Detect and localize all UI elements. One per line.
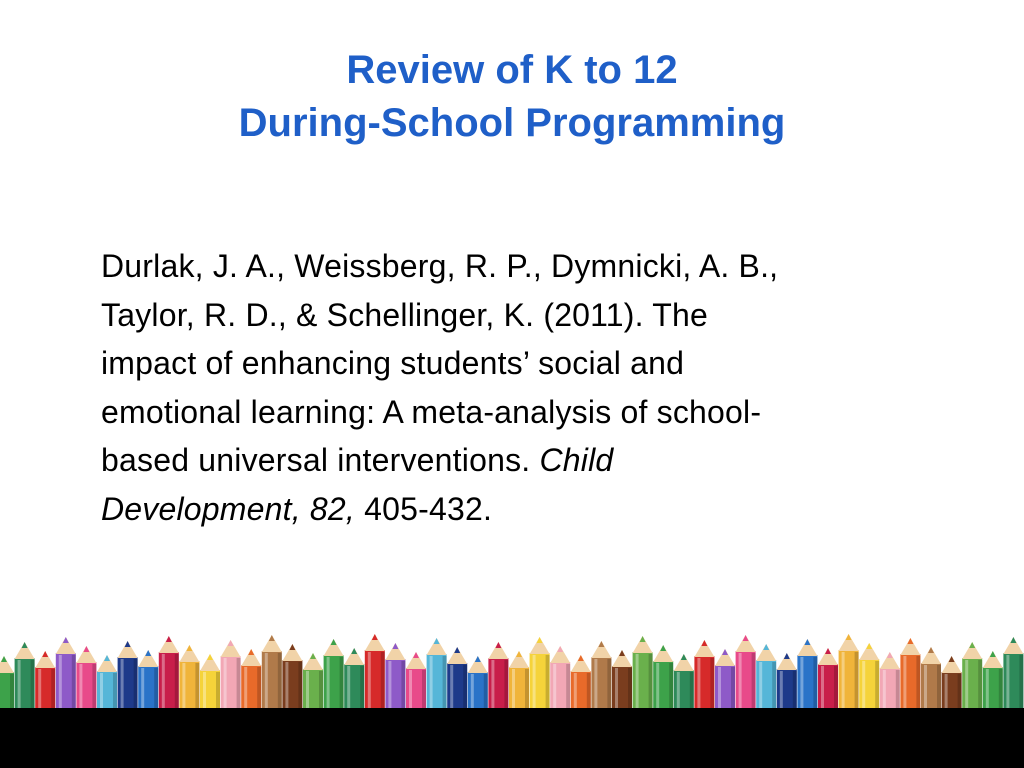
citation-line-3: impact of enhancing students’ social and [101,345,685,381]
pencil [406,652,426,710]
citation-line-6 [101,485,961,534]
pencil [571,655,591,710]
pencil [488,642,508,710]
pencil [241,649,261,710]
pencil [715,649,735,710]
pencil [56,637,76,710]
pencil [15,642,35,710]
pencil [221,640,241,710]
pencil [118,641,138,710]
pencil [344,648,364,710]
pencil [983,651,1003,710]
pencil [633,636,653,710]
colored-pencils-icon [0,618,1024,710]
pencil [942,656,962,710]
pencil [921,647,941,710]
pencil [900,638,920,710]
citation-pages: 405-432. [355,490,493,527]
pencil [262,635,282,710]
pencil [509,651,529,710]
citation-line-1: Durlak, J. A., Weissberg, R. P., Dymnicki, A. B., [101,248,779,284]
pencil [736,635,756,710]
pencil [138,650,158,710]
pencil [653,645,673,710]
pencil [612,650,632,710]
citation-line-2: Taylor, R. D., & Schellinger, K. (2011). The [101,296,709,333]
pencil [35,651,55,710]
pencil [777,653,797,710]
citation-line-4: emotional learning: A meta-analysis of school- [101,393,762,430]
pencil [282,644,302,710]
pencil [200,654,220,710]
pencil [303,653,323,710]
journal-name-part: Child [539,442,614,478]
pencil [818,648,838,710]
citation-text [101,242,961,533]
pencil [365,634,385,710]
pencil [839,634,859,710]
pencil [591,641,611,710]
pencil [179,645,199,710]
pencil [447,647,467,710]
pencil [694,640,714,710]
pencil [880,652,900,710]
pencil [859,643,879,710]
pencil [97,655,117,710]
pencil [159,636,179,710]
pencil [385,643,405,710]
pencil [756,644,776,710]
pencil [324,639,344,710]
pencil [550,646,570,710]
pencil [427,638,447,710]
pencil [76,646,96,710]
pencil [962,642,982,710]
pencil [530,637,550,710]
slide-title [0,44,1024,150]
pencil [674,654,694,710]
citation-line-5 [101,436,961,485]
pencil [797,639,817,710]
journal-volume: Development, 82, [101,490,356,527]
pencil [0,656,14,710]
bottom-bar [0,708,1024,768]
pencil [1003,637,1023,710]
citation-text-plain: based universal interventions. [101,442,540,478]
pencil [468,656,488,710]
title-line-2: During-School Programming [238,101,786,145]
title-line-1: Review of K to 12 [346,48,678,92]
